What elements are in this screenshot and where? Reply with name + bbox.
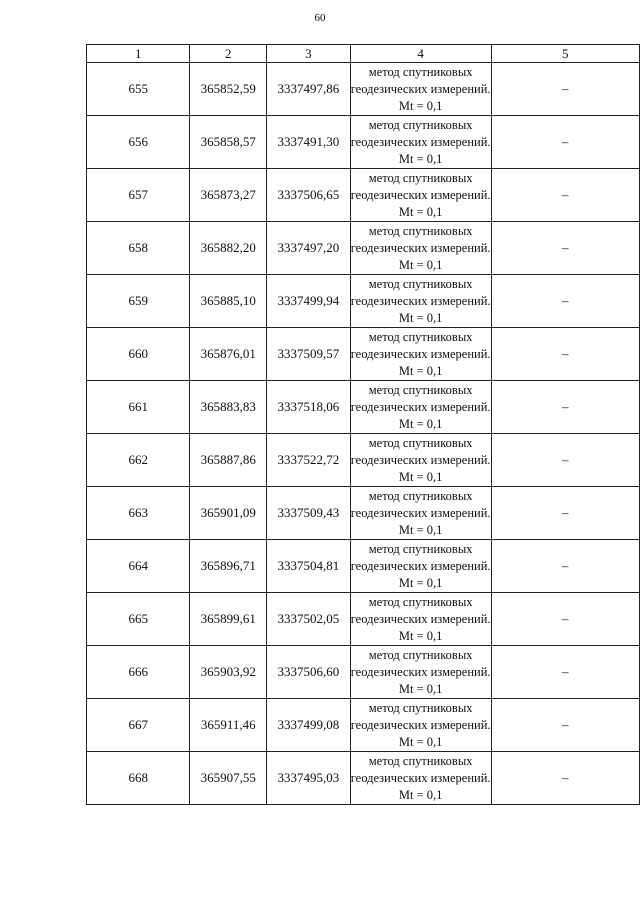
point-number-cell: 668 (87, 752, 190, 805)
y-coordinate-cell: 3337497,86 (267, 63, 351, 116)
coordinates-table (86, 44, 640, 805)
point-number-cell: 658 (87, 222, 190, 275)
point-number-cell: 666 (87, 646, 190, 699)
table-row (87, 63, 640, 116)
page-number: 60 (314, 12, 326, 24)
table-row (87, 646, 640, 699)
extra-cell: – (491, 275, 639, 328)
x-coordinate-cell: 365896,71 (190, 540, 267, 593)
method-cell: метод спутниковых геодезических измерений. Mt = 0,1 (350, 540, 491, 593)
extra-cell: – (491, 328, 639, 381)
table-row (87, 540, 640, 593)
y-coordinate-cell: 3337499,94 (267, 275, 351, 328)
column-header: 1 (87, 45, 190, 63)
x-coordinate-cell: 365858,57 (190, 116, 267, 169)
y-coordinate-cell: 3337497,20 (267, 222, 351, 275)
x-coordinate-cell: 365873,27 (190, 169, 267, 222)
table-row (87, 275, 640, 328)
table-row (87, 222, 640, 275)
x-coordinate-cell: 365876,01 (190, 328, 267, 381)
extra-cell: – (491, 487, 639, 540)
point-number-cell: 663 (87, 487, 190, 540)
method-cell: метод спутниковых геодезических измерений. Mt = 0,1 (350, 646, 491, 699)
x-coordinate-cell: 365887,86 (190, 434, 267, 487)
column-header: 5 (491, 45, 639, 63)
extra-cell: – (491, 381, 639, 434)
x-coordinate-cell: 365907,55 (190, 752, 267, 805)
extra-cell: – (491, 752, 639, 805)
y-coordinate-cell: 3337504,81 (267, 540, 351, 593)
extra-cell: – (491, 699, 639, 752)
point-number-cell: 665 (87, 593, 190, 646)
extra-cell: – (491, 222, 639, 275)
column-header: 4 (350, 45, 491, 63)
column-header: 2 (190, 45, 267, 63)
method-cell: метод спутниковых геодезических измерений. Mt = 0,1 (350, 487, 491, 540)
table-row (87, 752, 640, 805)
point-number-cell: 655 (87, 63, 190, 116)
extra-cell: – (491, 540, 639, 593)
y-coordinate-cell: 3337509,43 (267, 487, 351, 540)
y-coordinate-cell: 3337509,57 (267, 328, 351, 381)
extra-cell: – (491, 116, 639, 169)
y-coordinate-cell: 3337522,72 (267, 434, 351, 487)
point-number-cell: 664 (87, 540, 190, 593)
x-coordinate-cell: 365885,10 (190, 275, 267, 328)
method-cell: метод спутниковых геодезических измерений. Mt = 0,1 (350, 328, 491, 381)
y-coordinate-cell: 3337499,08 (267, 699, 351, 752)
point-number-cell: 660 (87, 328, 190, 381)
point-number-cell: 662 (87, 434, 190, 487)
x-coordinate-cell: 365901,09 (190, 487, 267, 540)
point-number-cell: 667 (87, 699, 190, 752)
method-cell: метод спутниковых геодезических измерений. Mt = 0,1 (350, 275, 491, 328)
point-number-cell: 657 (87, 169, 190, 222)
method-cell: метод спутниковых геодезических измерений. Mt = 0,1 (350, 222, 491, 275)
extra-cell: – (491, 169, 639, 222)
table-row (87, 593, 640, 646)
y-coordinate-cell: 3337491,30 (267, 116, 351, 169)
method-cell: метод спутниковых геодезических измерений. Mt = 0,1 (350, 752, 491, 805)
x-coordinate-cell: 365883,83 (190, 381, 267, 434)
x-coordinate-cell: 365882,20 (190, 222, 267, 275)
extra-cell: – (491, 434, 639, 487)
y-coordinate-cell: 3337518,06 (267, 381, 351, 434)
point-number-cell: 659 (87, 275, 190, 328)
point-number-cell: 656 (87, 116, 190, 169)
point-number-cell: 661 (87, 381, 190, 434)
method-cell: метод спутниковых геодезических измерений. Mt = 0,1 (350, 63, 491, 116)
x-coordinate-cell: 365911,46 (190, 699, 267, 752)
table-row (87, 699, 640, 752)
column-header: 3 (267, 45, 351, 63)
x-coordinate-cell: 365852,59 (190, 63, 267, 116)
table-row (87, 381, 640, 434)
method-cell: метод спутниковых геодезических измерений. Mt = 0,1 (350, 116, 491, 169)
method-cell: метод спутниковых геодезических измерений. Mt = 0,1 (350, 593, 491, 646)
method-cell: метод спутниковых геодезических измерений. Mt = 0,1 (350, 169, 491, 222)
method-cell: метод спутниковых геодезических измерений. Mt = 0,1 (350, 381, 491, 434)
table-row (87, 169, 640, 222)
x-coordinate-cell: 365903,92 (190, 646, 267, 699)
table-header-row (87, 45, 640, 63)
x-coordinate-cell: 365899,61 (190, 593, 267, 646)
y-coordinate-cell: 3337495,03 (267, 752, 351, 805)
table-row (87, 328, 640, 381)
extra-cell: – (491, 646, 639, 699)
method-cell: метод спутниковых геодезических измерений. Mt = 0,1 (350, 699, 491, 752)
method-cell: метод спутниковых геодезических измерений. Mt = 0,1 (350, 434, 491, 487)
table-row (87, 116, 640, 169)
y-coordinate-cell: 3337506,60 (267, 646, 351, 699)
table-row (87, 487, 640, 540)
y-coordinate-cell: 3337502,05 (267, 593, 351, 646)
extra-cell: – (491, 593, 639, 646)
table-row (87, 434, 640, 487)
extra-cell: – (491, 63, 639, 116)
y-coordinate-cell: 3337506,65 (267, 169, 351, 222)
